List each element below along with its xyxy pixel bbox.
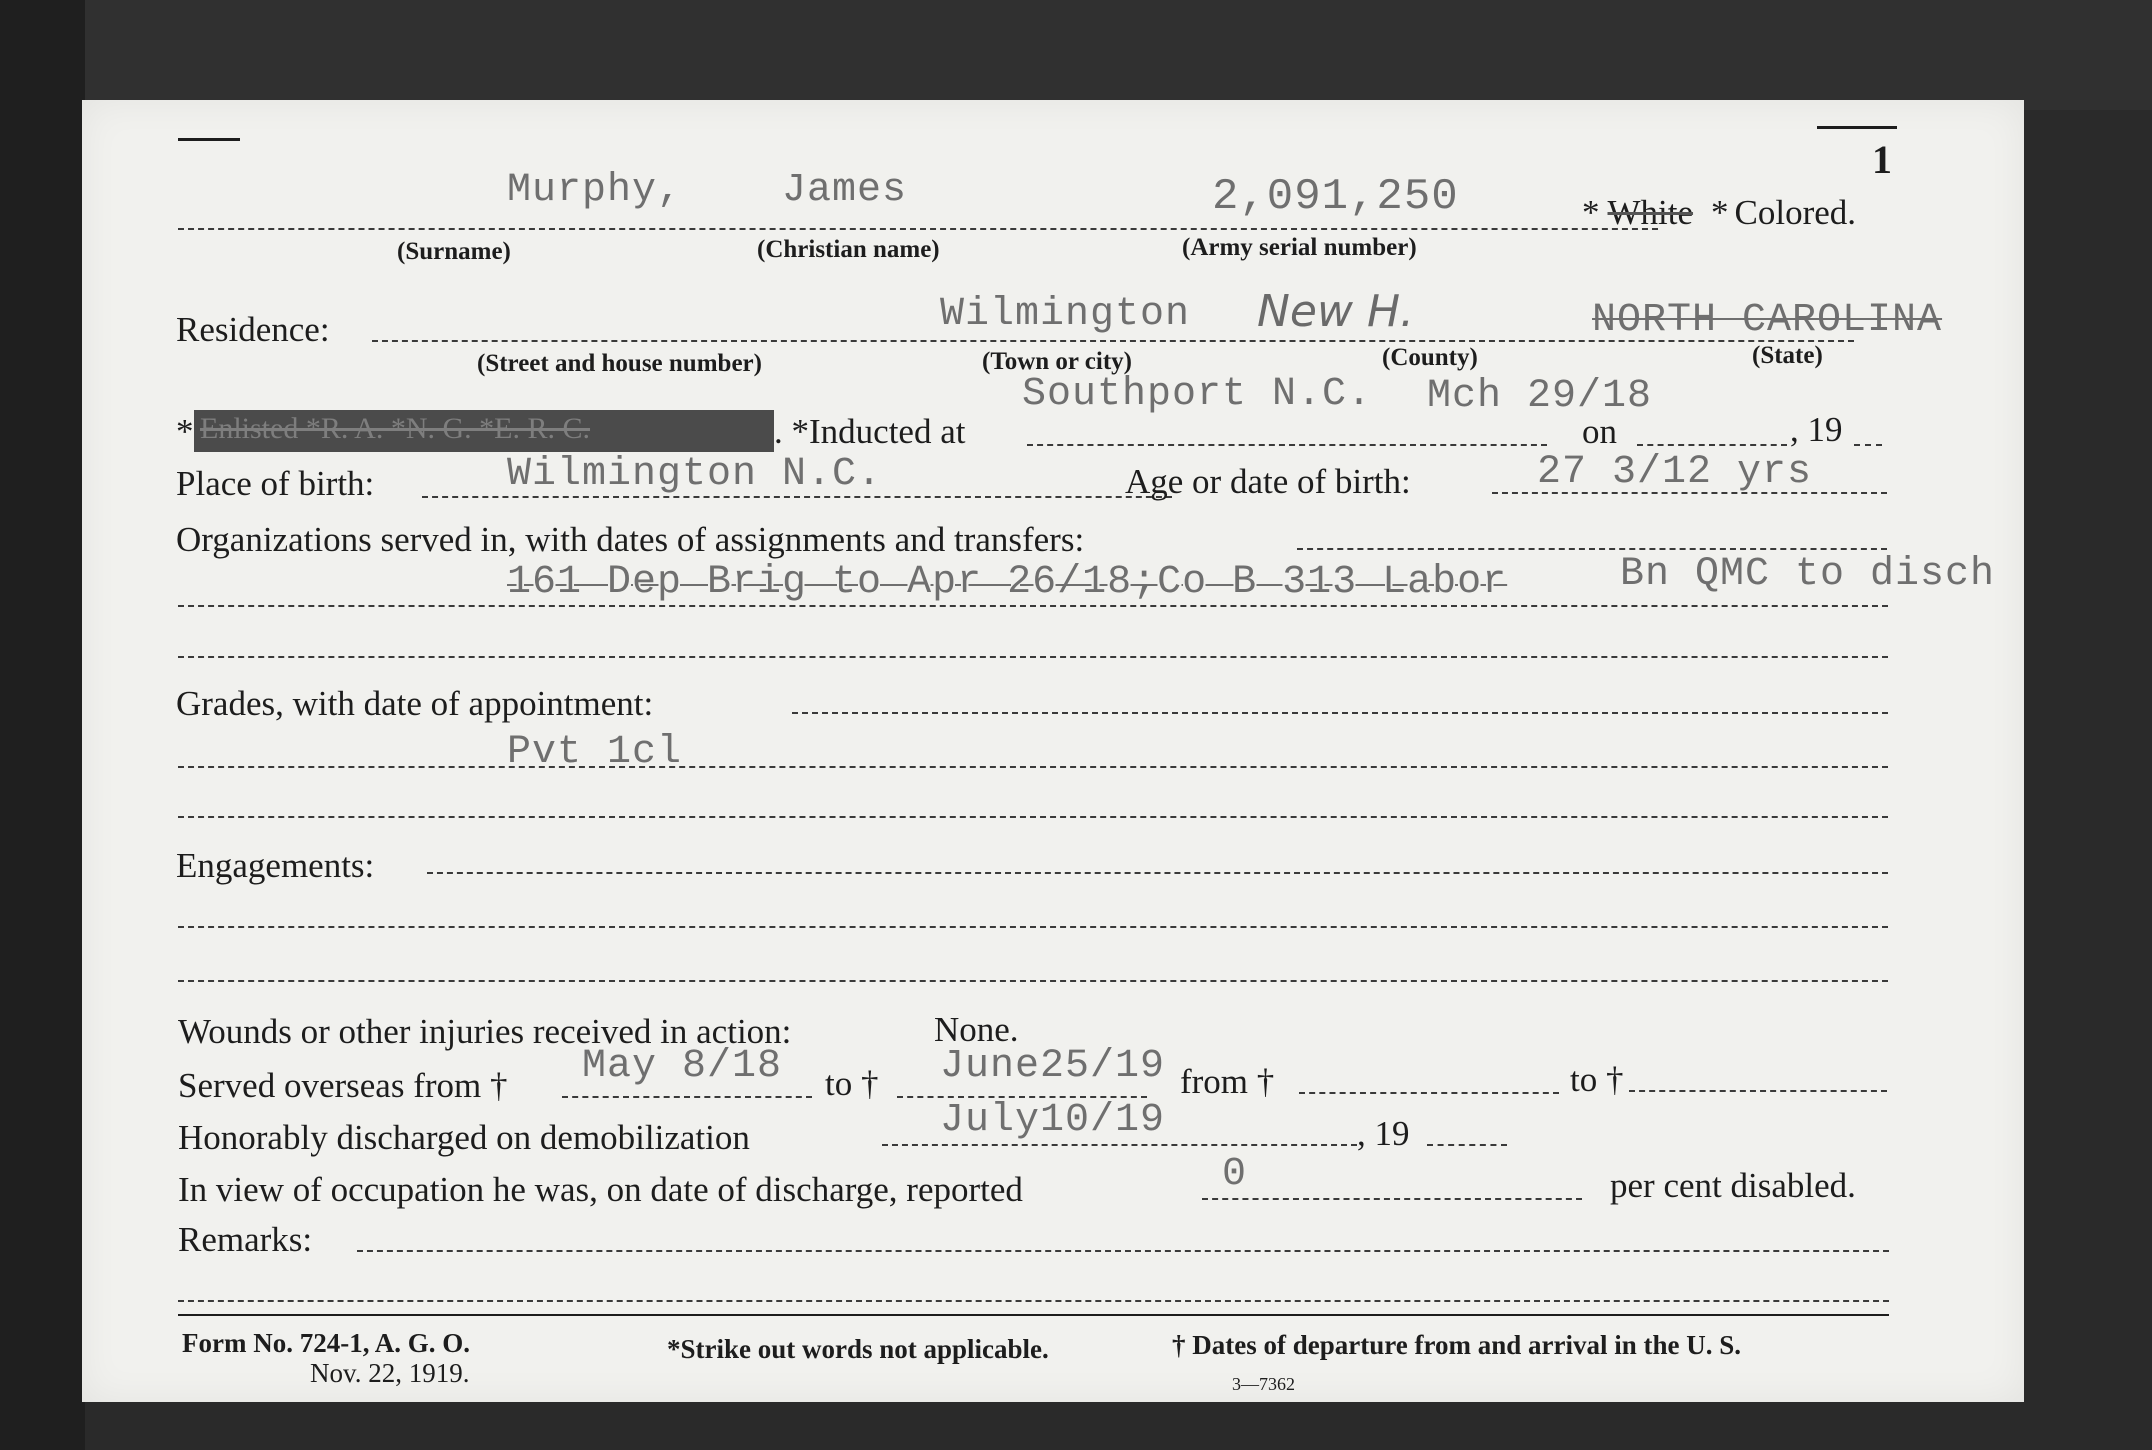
induction-date-line — [1637, 444, 1787, 446]
remarks-line-1 — [178, 1300, 1889, 1302]
induction-year-label: , 19 — [1790, 410, 1843, 449]
induction-on-label: on — [1582, 412, 1617, 451]
discharge-year-label: , 19 — [1357, 1114, 1410, 1153]
discharge-year-line — [1427, 1144, 1507, 1146]
overseas-to-1-value: June25/19 — [940, 1044, 1166, 1089]
grades-line-1 — [178, 766, 1888, 768]
residence-line — [372, 340, 1854, 342]
discharge-date-value: July10/19 — [940, 1098, 1166, 1143]
birth-place-value: Wilmington N.C. — [507, 452, 883, 497]
induction-place-line — [1027, 444, 1547, 446]
wounds-label: Wounds or other injuries received in action: — [178, 1012, 792, 1051]
top-right-rule — [1817, 126, 1897, 129]
race-colored: Colored. — [1734, 193, 1857, 232]
service-record-card — [82, 100, 2024, 1402]
discharge-date-line — [882, 1144, 1357, 1146]
street-caption: (Street and house number) — [477, 350, 762, 377]
induction-place-value: Southport N.C. — [1022, 372, 1373, 417]
induction-star: * — [176, 412, 194, 451]
birth-place-label: Place of birth: — [176, 464, 375, 503]
induction-year-line — [1854, 444, 1882, 446]
organizations-label: Organizations served in, with dates of assignments and transfers: — [176, 520, 1085, 559]
town-caption: (Town or city) — [982, 348, 1132, 375]
grades-line-0 — [792, 712, 1888, 714]
organizations-line1-continuation: Bn QMC to disch — [1620, 552, 1996, 597]
surname-value: Murphy, — [507, 168, 683, 213]
grades-value: Pvt 1cl — [507, 730, 683, 775]
induction-date-value: Mch 29/18 — [1427, 374, 1653, 419]
age-line — [1492, 492, 1887, 494]
overseas-label: Served overseas from † — [178, 1066, 508, 1105]
christian-name-value: James — [782, 168, 908, 213]
wounds-value: None. — [934, 1010, 1019, 1049]
serial-number-caption: (Army serial number) — [1182, 234, 1417, 261]
footer-rule — [178, 1314, 1889, 1316]
county-caption: (County) — [1382, 344, 1478, 371]
organizations-line-2 — [178, 656, 1888, 658]
disability-line — [1202, 1198, 1582, 1200]
surname-caption: (Surname) — [397, 238, 511, 265]
birth-place-line — [422, 496, 1172, 498]
race-field — [1582, 193, 1856, 233]
disability-label: In view of occupation he was, on date of discharge, reported — [178, 1170, 1023, 1209]
overseas-from-1-line — [562, 1096, 812, 1098]
top-left-rule — [178, 138, 240, 141]
overseas-from-2-line — [1299, 1092, 1559, 1094]
grades-label: Grades, with date of appointment: — [176, 684, 654, 723]
race-white: White — [1607, 193, 1694, 232]
organizations-line-1 — [178, 605, 1888, 607]
state-caption: (State) — [1752, 342, 1823, 369]
footer-dates-note: † Dates of departure from and arrival in the U. S. — [1172, 1330, 1741, 1360]
struck-service-options: Enlisted *R. A. *N. G. *E. R. C. — [200, 412, 591, 445]
overseas-to-2-label: to † — [1570, 1060, 1624, 1099]
footer-strike-note: *Strike out words not applicable. — [667, 1334, 1049, 1364]
disability-suffix: per cent disabled. — [1610, 1166, 1856, 1205]
race-star-2: * — [1711, 193, 1729, 232]
organizations-line1-value: 161 Dep Brig to Apr 26/18;Co B 313 Labor — [507, 560, 1508, 605]
background-left — [0, 0, 85, 1450]
inducted-at-label: . *Inducted at — [774, 412, 966, 451]
remarks-label: Remarks: — [178, 1220, 313, 1259]
remarks-line-0 — [357, 1250, 1889, 1252]
residence-state-value: NORTH CAROLINA — [1592, 298, 1943, 343]
christian-name-caption: (Christian name) — [757, 236, 940, 263]
discharge-label: Honorably discharged on demobilization — [178, 1118, 750, 1157]
engagements-line-2 — [178, 980, 1888, 982]
organizations-line-0 — [1297, 548, 1887, 550]
form-number: Form No. 724-1, A. G. O. — [182, 1328, 470, 1358]
race-star-1: * — [1582, 193, 1600, 232]
serial-number-value: 2,091,250 — [1212, 172, 1459, 222]
residence-label: Residence: — [176, 310, 330, 349]
disability-value: 0 — [1222, 1152, 1248, 1197]
age-label: Age or date of birth: — [1125, 462, 1411, 501]
engagements-line-1 — [178, 926, 1888, 928]
overseas-to-2-line — [1629, 1090, 1887, 1092]
residence-county-value: New H. — [1257, 286, 1415, 337]
overseas-to-label: to † — [825, 1064, 879, 1103]
age-value: 27 3/12 yrs — [1537, 450, 1813, 495]
grades-line-2 — [178, 816, 1888, 818]
form-date: Nov. 22, 1919. — [310, 1358, 470, 1388]
engagements-label: Engagements: — [176, 846, 375, 885]
name-line — [178, 228, 1658, 230]
overseas-from-2-label: from † — [1180, 1062, 1275, 1101]
page-number: 1 — [1872, 137, 1892, 182]
overseas-from-1-value: May 8/18 — [582, 1044, 783, 1089]
engagements-line-0 — [427, 872, 1888, 874]
background-top — [0, 0, 2152, 110]
print-code: 3—7362 — [1232, 1374, 1295, 1394]
residence-town-value: Wilmington — [940, 292, 1191, 337]
